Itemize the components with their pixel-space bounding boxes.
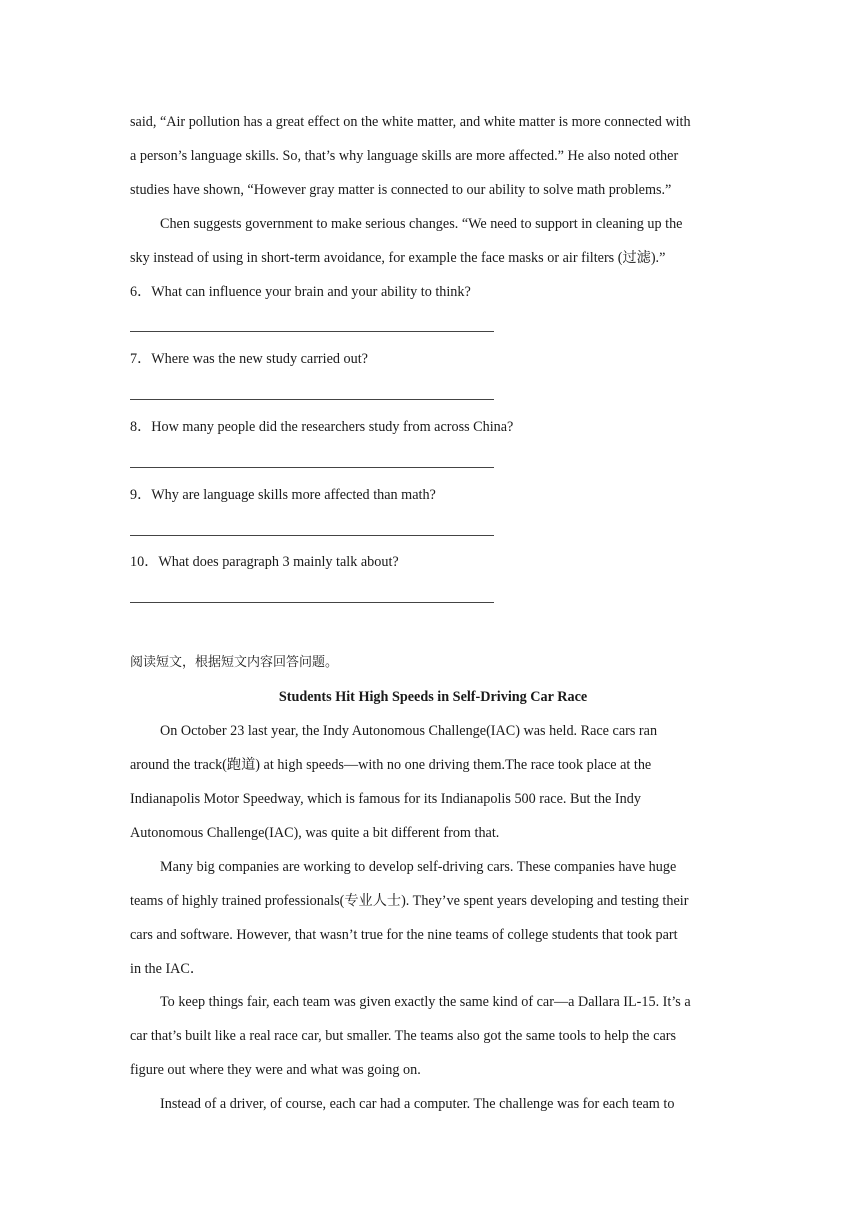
- text-line: a person’s language skills. So, that’s why language skills are more affected.” He also noted other: [130, 148, 679, 164]
- text-line: Chen suggests government to make serious changes. “We need to support in cleaning up the: [160, 216, 683, 232]
- question-6: 6．What can influence your brain and your ability to think?: [130, 284, 471, 300]
- text-line: Autonomous Challenge(IAC), was quite a bit different from that.: [130, 825, 500, 841]
- text-line: in the IAC．: [130, 961, 205, 977]
- answer-line-8[interactable]: [130, 467, 494, 468]
- text-line: Indianapolis Motor Speedway, which is famous for its Indianapolis 500 race. But the Indy: [130, 791, 641, 807]
- text-line: To keep things fair, each team was given exactly the same kind of car—a Dallara IL-15. It’s a: [160, 994, 691, 1010]
- question-7: 7．Where was the new study carried out?: [130, 351, 368, 367]
- section-instruction: 阅读短文，根据短文内容回答问题。: [130, 655, 339, 670]
- text-line: car that’s built like a real race car, but smaller. The teams also got the same tools to help the cars: [130, 1028, 676, 1044]
- text-line: said, “Air pollution has a great effect on the white matter, and white matter is more connected with: [130, 114, 691, 130]
- answer-line-9[interactable]: [130, 535, 494, 536]
- text-line: On October 23 last year, the Indy Autonomous Challenge(IAC) was held. Race cars ran: [160, 723, 658, 739]
- answer-line-6[interactable]: [130, 331, 494, 332]
- text-line: Many big companies are working to develop self-driving cars. These companies have huge: [160, 859, 677, 875]
- text-line: teams of highly trained professionals(专业人士). They’ve spent years developing and testing their: [130, 893, 689, 909]
- question-10: 10．What does paragraph 3 mainly talk about?: [130, 554, 399, 570]
- text-line: around the track(跑道) at high speeds—with no one driving them.The race took place at the: [130, 757, 652, 773]
- text-line: cars and software. However, that wasn’t true for the nine teams of college students that took part: [130, 927, 678, 943]
- answer-line-10[interactable]: [130, 602, 494, 603]
- passage-title: Students Hit High Speeds in Self-Driving Car Race: [278, 689, 588, 705]
- text-line: figure out where they were and what was going on.: [130, 1062, 421, 1078]
- question-8: 8．How many people did the researchers study from across China?: [130, 419, 514, 435]
- text-line: sky instead of using in short-term avoidance, for example the face masks or air filters (过滤).”: [130, 250, 666, 266]
- answer-line-7[interactable]: [130, 399, 494, 400]
- text-line: studies have shown, “However gray matter is connected to our ability to solve math problems.”: [130, 182, 672, 198]
- question-9: 9．Why are language skills more affected than math?: [130, 487, 436, 503]
- text-line: Instead of a driver, of course, each car had a computer. The challenge was for each team to: [160, 1096, 675, 1112]
